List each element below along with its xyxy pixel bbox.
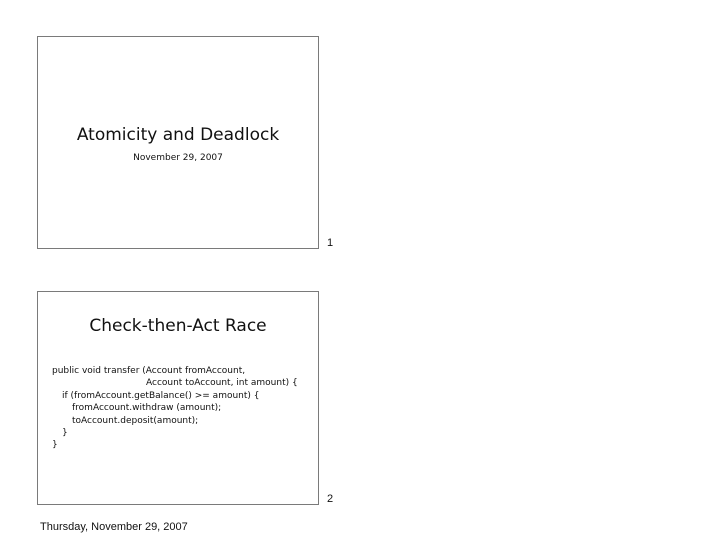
slide-number: 1 — [327, 237, 334, 249]
slide-number: 2 — [327, 493, 334, 505]
slide-title: Atomicity and Deadlock — [76, 125, 280, 145]
footer-date: Thursday, November 29, 2007 — [40, 521, 188, 533]
code-line: toAccount.deposit(amount); — [72, 415, 199, 426]
code-line: Account toAccount, int amount) { — [146, 378, 298, 389]
slide-1 — [37, 36, 319, 249]
code-line: fromAccount.withdraw (amount); — [72, 403, 222, 414]
slide-title: Check-then-Act Race — [89, 316, 267, 336]
code-block — [52, 365, 298, 452]
code-line: } — [52, 440, 58, 451]
slide-date: November 29, 2007 — [133, 153, 223, 163]
code-line: } — [62, 427, 68, 438]
slide-2 — [37, 291, 319, 505]
code-line: public void transfer (Account fromAccount, — [52, 366, 246, 376]
code-line: if (fromAccount.getBalance() >= amount) { — [62, 390, 260, 401]
